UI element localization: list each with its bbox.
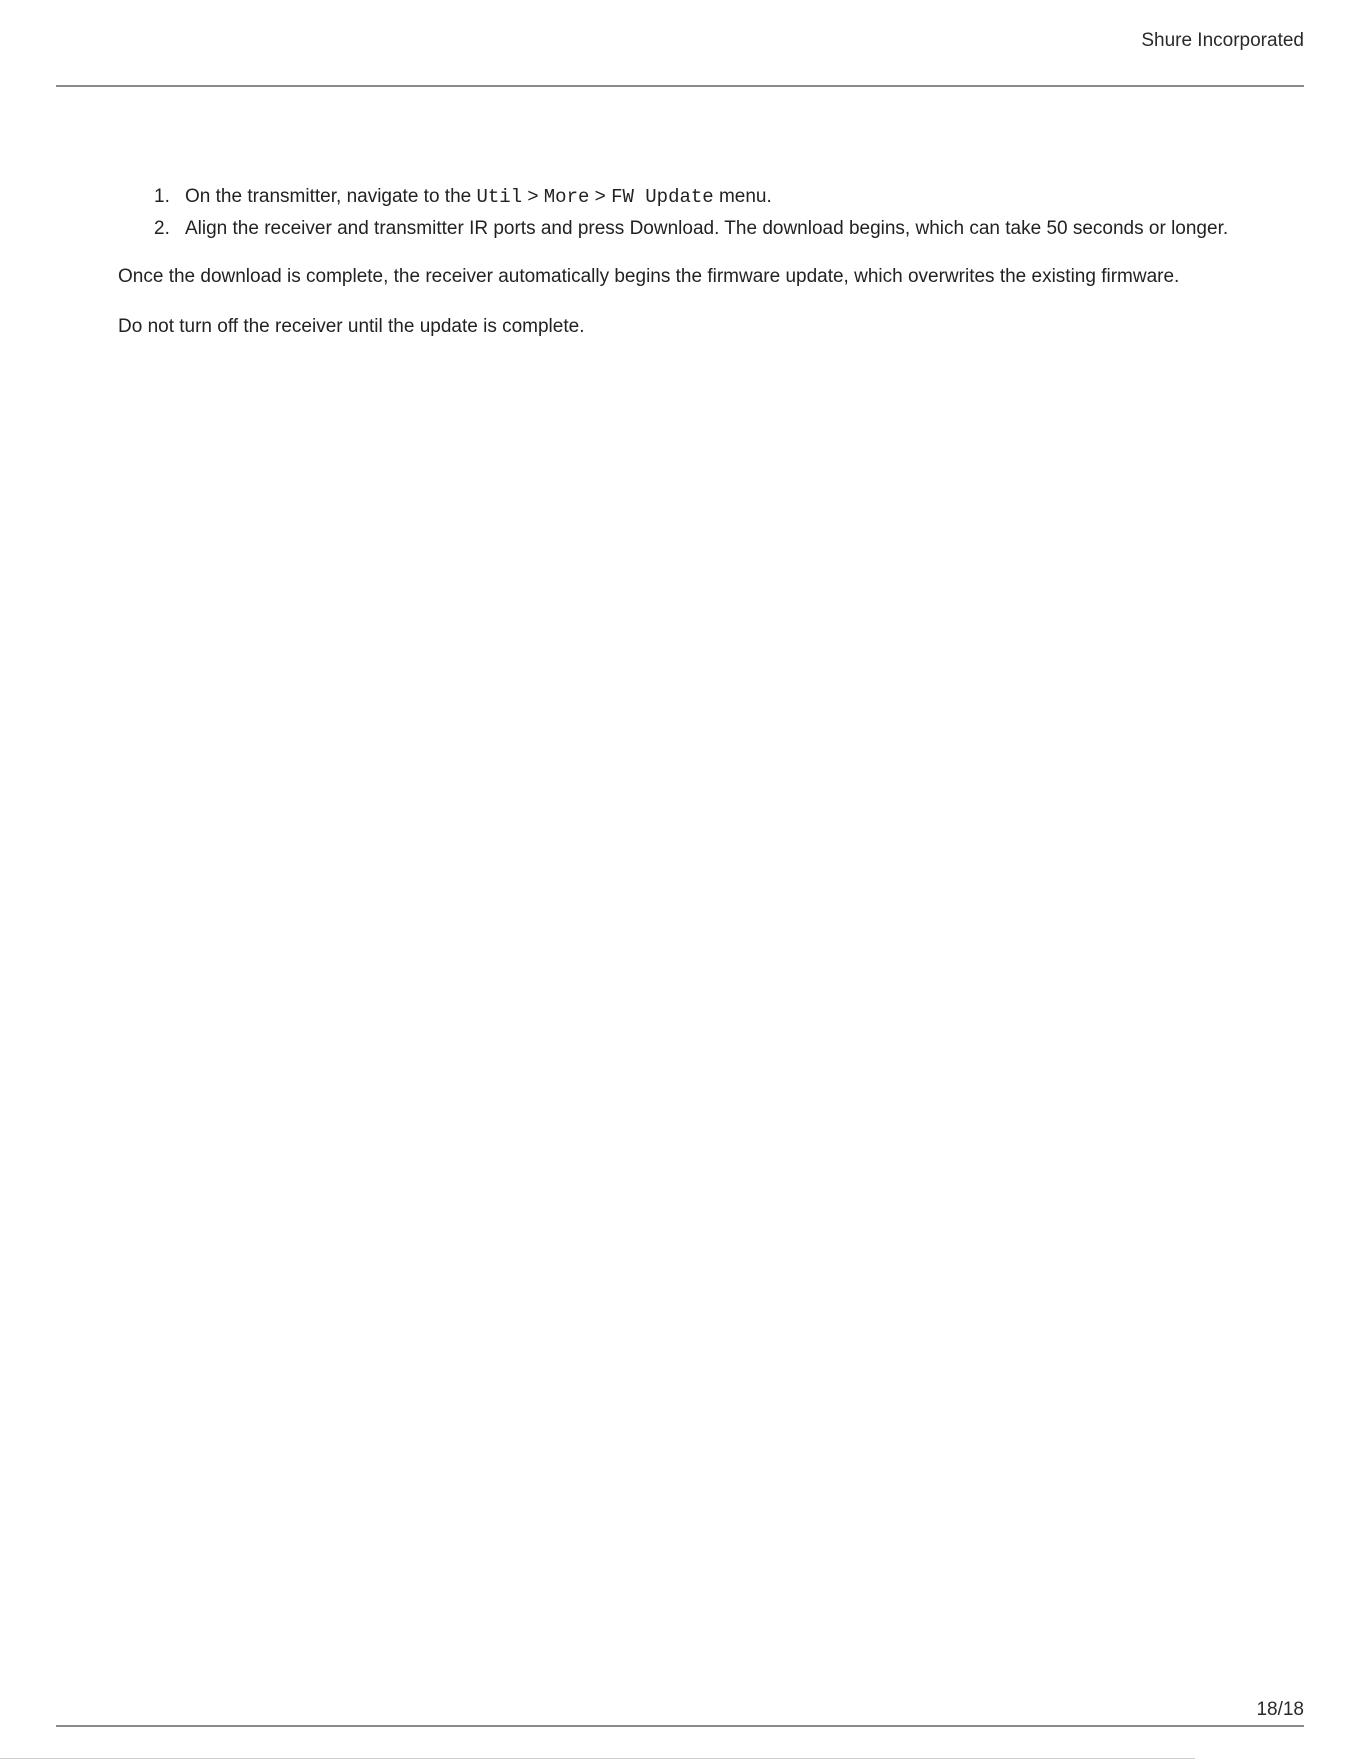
paragraph-warning: Do not turn off the receiver until the update is complete. xyxy=(118,316,585,337)
list-item-step-2 xyxy=(118,214,1258,244)
menu-separator: > xyxy=(594,186,606,207)
header-company-name: Shure Incorporated xyxy=(1141,30,1304,51)
step-text: Align the receiver and transmitter IR ports and press Download. The download begins, which can take 50 seconds or longer. xyxy=(185,218,1229,239)
header-divider xyxy=(56,85,1304,87)
menu-util-label: Util xyxy=(476,186,523,208)
paragraph-download-complete: Once the download is complete, the receiver automatically begins the firmware update, which overwrites the existing firmware. xyxy=(118,266,1180,287)
list-item-step-1 xyxy=(118,182,1258,212)
footer-divider xyxy=(56,1725,1304,1727)
menu-separator: > xyxy=(527,186,539,207)
step-number: 2. xyxy=(154,218,170,239)
steps-list xyxy=(118,182,1258,244)
page-number: 18/18 xyxy=(1256,1699,1304,1720)
menu-more-label: More xyxy=(543,186,590,208)
page-edge-divider xyxy=(0,1758,1195,1759)
step-number: 1. xyxy=(154,186,170,207)
main-content xyxy=(118,182,1258,342)
step-text: menu. xyxy=(718,186,772,207)
menu-fw-update-label: FW Update xyxy=(611,186,714,208)
step-text: On the transmitter, navigate to the xyxy=(185,186,472,207)
